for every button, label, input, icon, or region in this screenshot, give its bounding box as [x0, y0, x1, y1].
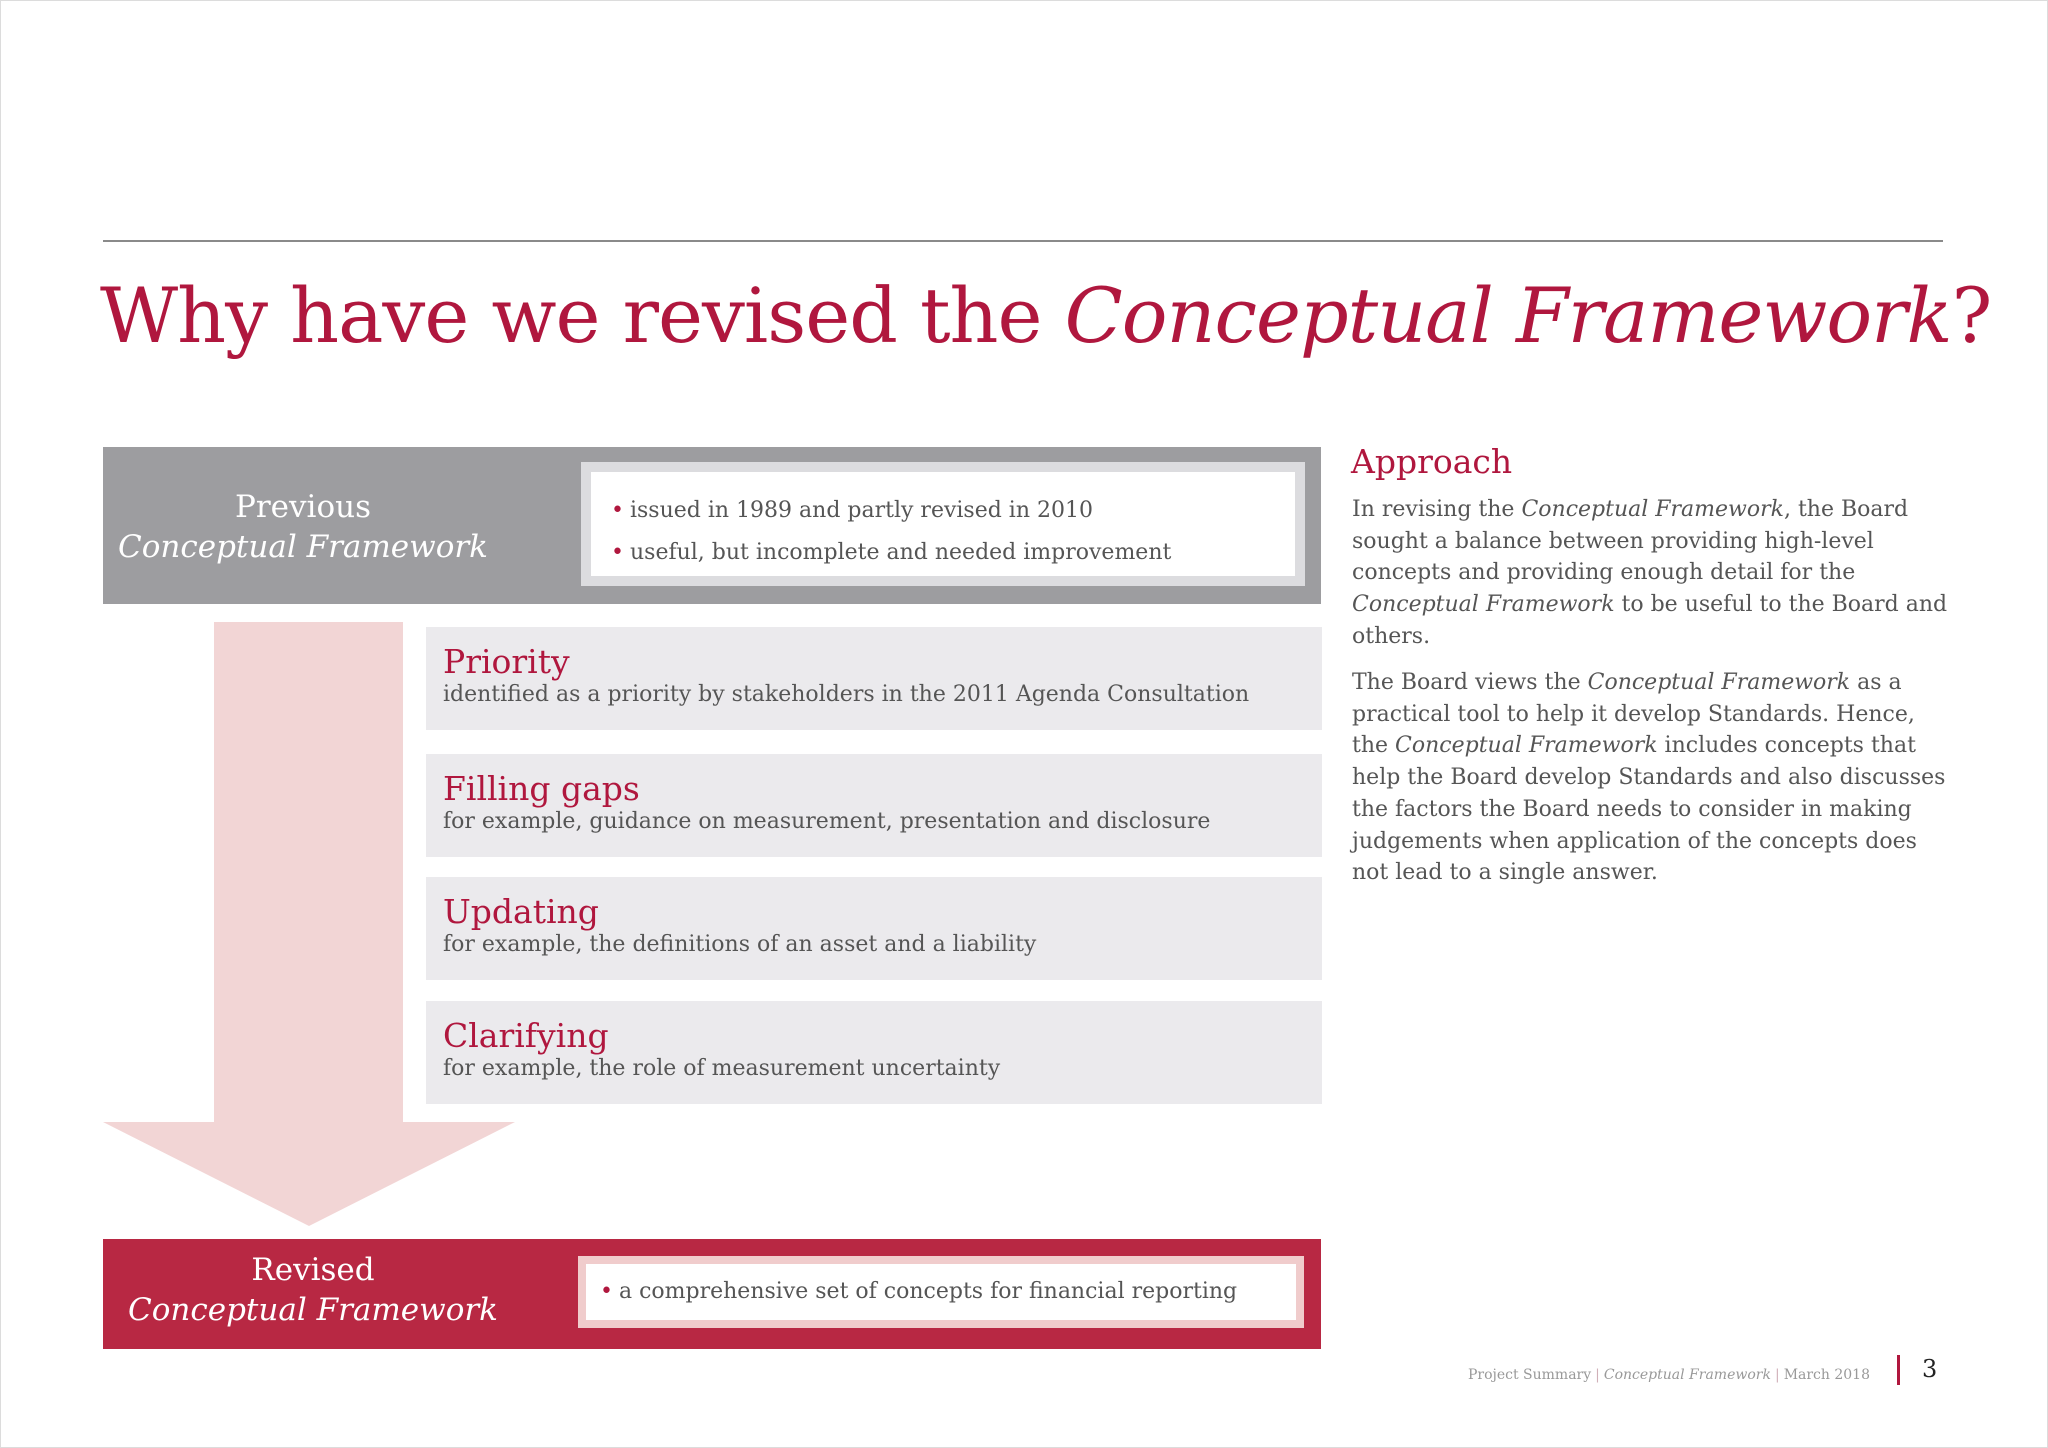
- reason-updating: Updating for example, the definitions of an asset and a liability: [426, 877, 1322, 980]
- reason-filling-gaps: Filling gaps for example, guidance on measurement, presentation and disclosure: [426, 754, 1322, 857]
- reason-priority: Priority identified as a priority by stakeholders in the 2011 Agenda Consultation: [426, 627, 1322, 730]
- bullet-item: • useful, but incomplete and needed improvement: [611, 540, 1172, 565]
- approach-paragraph-2: The Board views the Conceptual Framework as a practical tool to help it develop Standards. Hence, the Conceptual Framework includes concepts that help the Board develop Standards and also discusses the factors the Board needs to consider in making judgements when application of the concepts does not lead to a single answer.: [1352, 670, 1946, 886]
- approach-heading: Approach: [1351, 442, 1513, 481]
- approach-paragraph-1: In revising the Conceptual Framework, the Board sought a balance between providing high-level concepts and providing enough detail for the Conceptual Framework to be useful to the Board and others.: [1352, 497, 1948, 649]
- reason-clarifying: Clarifying for example, the role of measurement uncertainty: [426, 1001, 1322, 1104]
- revised-framework-block: [103, 1239, 1321, 1349]
- previous-framework-label: Previous Conceptual Framework: [118, 489, 488, 565]
- bullet-icon: •: [600, 1279, 613, 1304]
- bullet-icon: •: [611, 498, 624, 523]
- previous-framework-block: [103, 447, 1321, 604]
- bullet-item: • issued in 1989 and partly revised in 2010: [611, 498, 1093, 523]
- revised-framework-bullets: • a comprehensive set of concepts for financial reporting: [578, 1256, 1304, 1328]
- footer-divider: [1897, 1355, 1900, 1385]
- revised-framework-label: Revised Conceptual Framework: [128, 1252, 498, 1328]
- bullet-icon: •: [611, 540, 624, 565]
- page-title: Why have we revised the Conceptual Framework?: [100, 271, 1992, 360]
- previous-framework-bullets: [581, 462, 1305, 586]
- footer-text: Project Summary | Conceptual Framework | March 2018: [1467, 1367, 1870, 1383]
- top-rule: [103, 240, 1943, 242]
- page-number: 3: [1922, 1355, 1938, 1383]
